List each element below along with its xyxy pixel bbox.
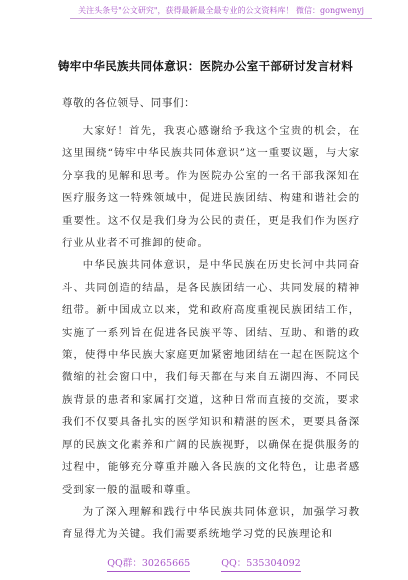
document-body — [62, 120, 360, 546]
top-promo-banner: 关注头条号"公文研究"，获得最新最全最专业的公文资料库！ 微信：gongwenyj — [70, 4, 372, 19]
body-paragraph: 中华民族共同体意识，是中华民族在历史长河中共同奋斗、共同创造的结晶，是各民族团结一心、共同发展的精神纽带。新中国成立以来，党和政府高度重视民族团结工作，实施了一系列旨在促进各民族平等、团结、互助、和谐的政策，使得中华民族大家庭更加紧密地团结在一起在医院这个微缩的社会窗口中，我们每天都在与来自五湖四海、不同民族背景的患者和家属打交道，这种日常而直接的交流，要求我们不仅要具备扎实的医学知识和精湛的医术，更要具备深厚的民族文化素养和广阔的民族视野，以确保在提供服务的过程中，能够充分尊重并融入各民族的文化特色，让患者感受到家一般的温暖和尊重。 — [62, 259, 360, 496]
document-title: 铸牢中华民族共同体意识：医院办公室干部研讨发言材料 — [58, 59, 353, 73]
footer-qq-number: QQ：535304092 — [221, 557, 300, 572]
footer-contact — [0, 557, 408, 571]
body-paragraph: 大家好！首先，我衷心感谢给予我这个宝贵的机会，在这里围绕“铸牢中华民族共同体意识”这一重要议题，与大家分享我的见解和思考。作为医院办公室的一名干部我深知在医疗服务这一特殊领域中，促进民族团结、构建和谐社会的重要性。这不仅是我们身为公民的责任，更是我们作为医疗行业从业者不可推卸的使命。 — [62, 125, 360, 250]
salutation: 尊敬的各位领导、同事们： — [62, 97, 196, 109]
body-paragraph: 为了深入理解和践行中华民族共同体意识，加强学习教育显得尤为关键。我们需要系统地学习党的民族理论和 — [62, 505, 360, 541]
footer-qq-group: QQ群：30265665 — [107, 557, 190, 572]
